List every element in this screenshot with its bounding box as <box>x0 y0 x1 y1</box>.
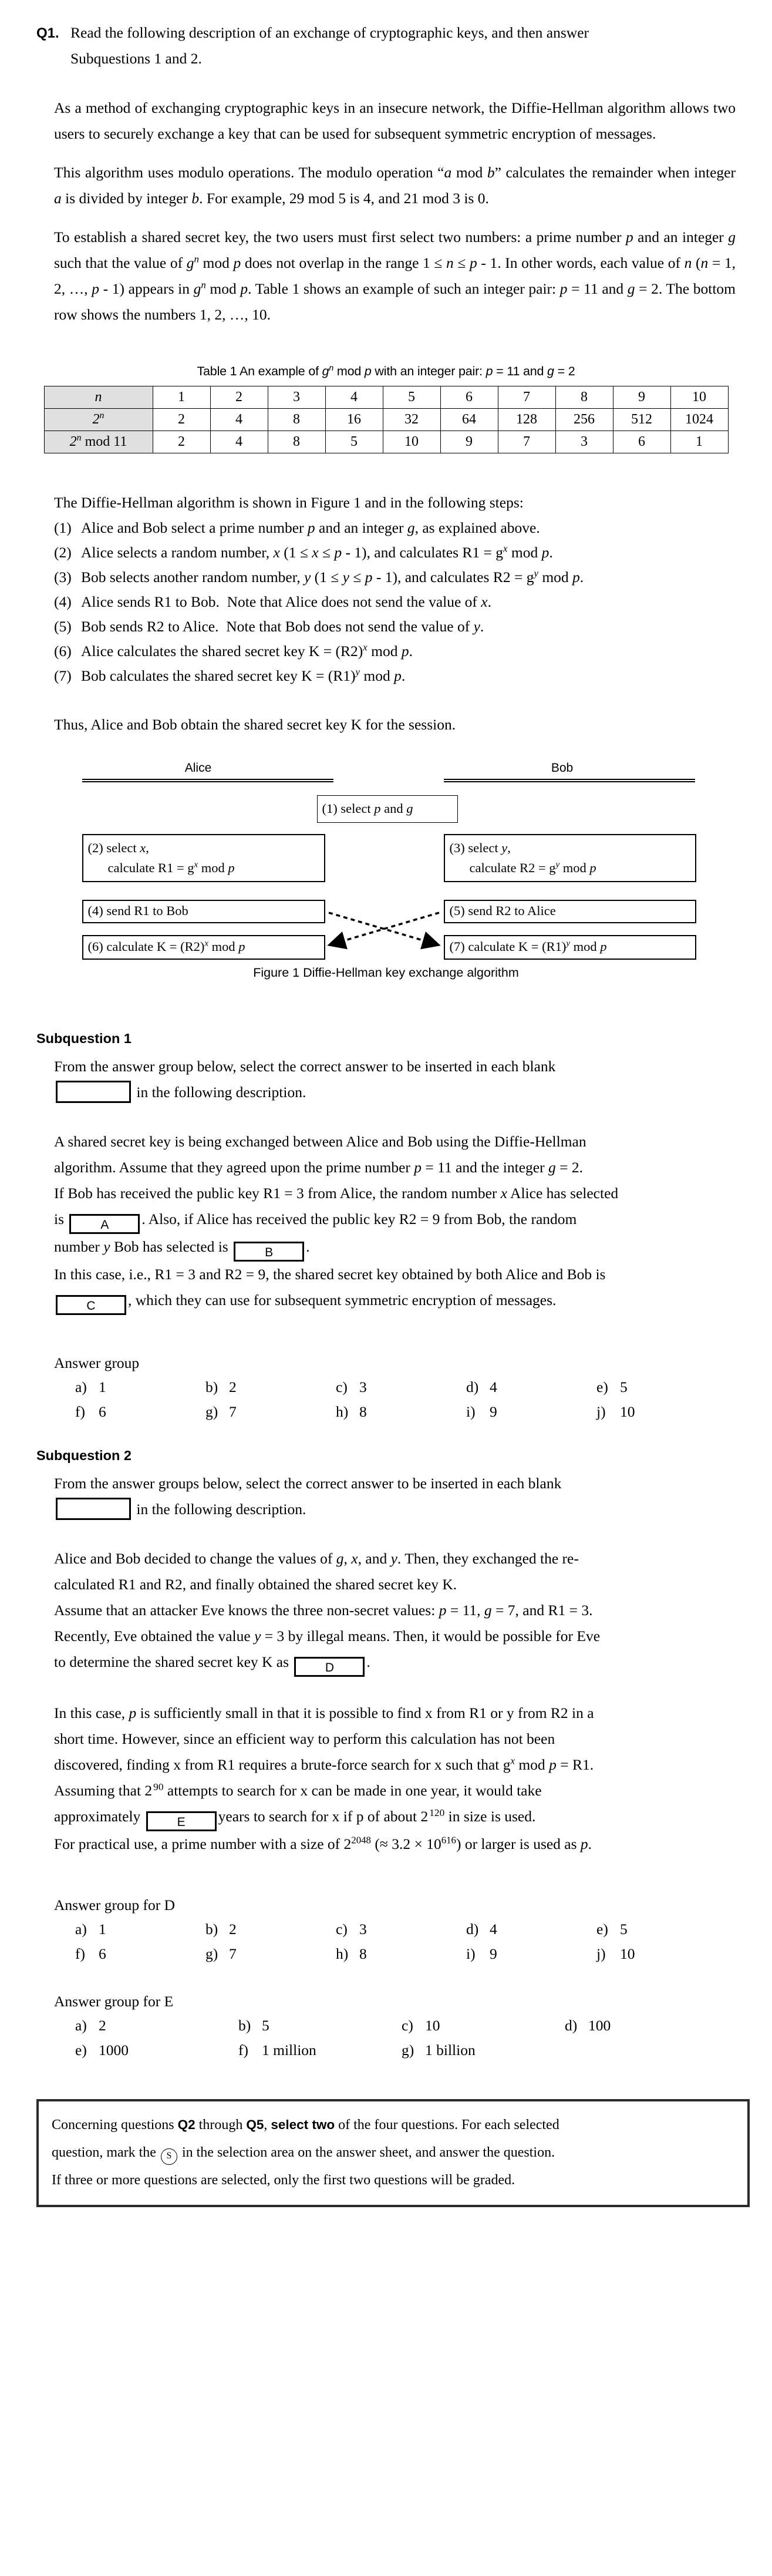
caption-mid: mod <box>333 364 365 378</box>
option-e-b-value: 5 <box>262 2017 269 2034</box>
option-e-d-value: 100 <box>588 2017 611 2034</box>
option-d-g-label: g) <box>205 1945 218 1962</box>
cell-mod-8: 3 <box>555 431 613 453</box>
option-d-e[interactable] <box>596 1917 727 1942</box>
table-row-n <box>44 386 728 409</box>
lane-label-alice: Alice <box>184 761 212 775</box>
option-d-d-value: 4 <box>490 1921 497 1938</box>
step-7-num: (7) <box>54 667 72 684</box>
option-d-a[interactable] <box>75 1917 205 1942</box>
option-e-b[interactable] <box>238 2013 402 2038</box>
cell-n-8: 8 <box>555 386 613 409</box>
var-p4: p <box>92 280 100 297</box>
row-header-2n: 2$^n$ <box>44 409 153 431</box>
option-e-c-label: c) <box>402 2017 413 2034</box>
exp-n2: n <box>201 279 206 291</box>
notice-l1-c: , <box>264 2117 271 2133</box>
option-e[interactable] <box>596 1375 727 1400</box>
question-prompt-line1: Read the following description of an exchange of cryptographic keys, and then answer <box>70 24 589 41</box>
row-header-n: n <box>44 386 153 409</box>
step-3-text: Bob selects another random number, y (1 ≤ y ≤ p - 1), and calculates $R2 = g^y$ mod p. <box>81 567 584 586</box>
option-d-d[interactable] <box>466 1917 596 1942</box>
option-d-j-label: j) <box>596 1945 606 1962</box>
subq1-l4-pre: is <box>54 1210 65 1228</box>
var-p2: p <box>233 254 241 271</box>
p2-seg-e: . For example, 29 mod 5 is 4, and 21 mod 3 is 0. <box>199 190 489 207</box>
option-d-a-label: a) <box>75 1921 87 1938</box>
option-h-label: h) <box>336 1403 349 1420</box>
option-e-f-value: 1 million <box>262 2042 316 2059</box>
caption-p: p <box>364 364 372 378</box>
p2-seg-b: mod <box>451 164 487 181</box>
p2-seg-c: ” calculates the remainder when integer <box>494 164 736 181</box>
figure-arrows <box>63 761 709 961</box>
option-b-label: b) <box>205 1378 218 1395</box>
question-prompt <box>70 20 687 72</box>
question-prompt-line2: Subquestions 1 and 2. <box>70 50 202 67</box>
option-e-a-value: 2 <box>99 2017 106 2034</box>
option-e-c[interactable] <box>402 2013 565 2038</box>
subq2-d-options-row-1 <box>54 1917 736 1942</box>
circled-s-icon: S <box>161 2148 177 2165</box>
notice-line-3: If three or more questions are selected, only the first two questions will be graded. <box>52 2173 515 2188</box>
subquestion-2-body <box>36 1471 736 2063</box>
notice-select-two: select two <box>271 2117 335 2132</box>
option-c-value: 3 <box>359 1378 367 1395</box>
option-f[interactable] <box>75 1400 205 1424</box>
option-b-value: 2 <box>229 1378 237 1395</box>
subq2-l5b-sup: 120 <box>429 1807 445 1818</box>
option-e-g-label: g) <box>402 2042 414 2059</box>
option-d-i-value: 9 <box>490 1945 497 1962</box>
subq2-l4-sup: 90 <box>153 1781 164 1793</box>
step-7 <box>54 664 736 688</box>
subq2-l5-pre: to determine the shared secret key K as <box>54 1653 289 1670</box>
option-a[interactable] <box>75 1375 205 1400</box>
subq2-p2-line1: In this case, p is sufficiently small in that it is possible to find x from R1 or y from R2 in a <box>54 1704 594 1721</box>
subq2-l4-mid: attempts to search for x can be made in one year, it would take <box>163 1782 542 1799</box>
caption-pre: Table 1 An example of <box>197 364 322 378</box>
option-e-d[interactable] <box>565 2013 728 2038</box>
subq1-desc-line6: In this case, i.e., R1 = 3 and R2 = 9, the shared secret key obtained by both Alice and Bob is <box>54 1266 606 1283</box>
caption-p2: p <box>486 364 493 378</box>
option-d-b[interactable] <box>205 1917 336 1942</box>
question-number: Q1. <box>36 25 59 41</box>
option-e-f-label: f) <box>238 2042 248 2059</box>
option-i-value: 9 <box>490 1403 497 1420</box>
intro-paragraph-3: To establish a shared secret key, the two users must first select two numbers: a prime number p and an integer g such that the value of $g^n$ mod p does not overlap in the range 1 ≤ n ≤ p - 1. In other words, each value of n (n = 1, 2, …, p - 1) appears in $g^n$ mod p. Table 1 shows an example of such an integer pair: p = 11 and g = 2. The bottom row shows the numbers 1, 2, …, 10. <box>54 228 736 323</box>
subq2-l5b-pre: approximately <box>54 1808 141 1825</box>
cell-mod-10: 1 <box>670 431 728 453</box>
step-1-num: (1) <box>54 519 72 536</box>
steps-closing: Thus, Alice and Bob obtain the shared secret key K for the session. <box>54 716 456 733</box>
subq2-instruction-line2 <box>54 1496 736 1522</box>
caption-n: n <box>329 363 334 373</box>
figure-box-1: (1) select p and g <box>317 795 458 823</box>
cell-mod-6: 9 <box>440 431 498 453</box>
cell-2n-7: 128 <box>498 409 555 431</box>
notice-l1-d: of the four questions. For each selected <box>335 2117 559 2133</box>
step-4-num: (4) <box>54 593 72 610</box>
option-i[interactable] <box>466 1400 596 1424</box>
step-6-num: (6) <box>54 643 72 660</box>
notice-box <box>36 2099 750 2207</box>
question-header <box>36 20 736 72</box>
cell-n-4: 4 <box>325 386 383 409</box>
subq1-desc-line5: number y Bob has selected is B . <box>54 1234 736 1262</box>
option-e-c-value: 10 <box>425 2017 440 2034</box>
subq2-l6-sup2: 616 <box>441 1834 456 1846</box>
subq2-instruction-tail: in the following description. <box>136 1501 306 1518</box>
blank-e[interactable]: E <box>146 1811 217 1831</box>
option-d-h-label: h) <box>336 1945 349 1962</box>
option-g-label: g) <box>205 1403 218 1420</box>
option-j[interactable] <box>596 1400 727 1424</box>
option-f-label: f) <box>75 1403 85 1420</box>
p2-seg-d: is divided by integer <box>61 190 192 207</box>
var-g3: g <box>193 280 201 297</box>
step-3-num: (3) <box>54 569 72 586</box>
option-e-a-label: a) <box>75 2017 87 2034</box>
p2-var-a2: a <box>54 190 62 207</box>
blank-d[interactable]: D <box>294 1657 365 1677</box>
notice-l1-b: through <box>195 2117 247 2133</box>
cell-n-2: 2 <box>210 386 268 409</box>
var-g4: g <box>627 280 635 297</box>
blank-c[interactable]: C <box>56 1295 126 1315</box>
caption-g2: g <box>547 364 554 378</box>
cell-2n-9: 512 <box>613 409 670 431</box>
step-4 <box>54 590 736 614</box>
cell-mod-7: 7 <box>498 431 555 453</box>
option-e-e-label: e) <box>75 2042 87 2059</box>
subquestion-2-title: Subquestion 2 <box>36 1448 132 1463</box>
cell-n-9: 9 <box>613 386 670 409</box>
step-6 <box>54 639 736 664</box>
subq1-instruction-line2 <box>54 1080 736 1105</box>
subquestion-1-body <box>36 1054 736 1424</box>
cell-n-3: 3 <box>268 386 325 409</box>
option-e-d-label: d) <box>565 2017 578 2034</box>
option-e-a[interactable] <box>75 2013 238 2038</box>
subq2-e-options-row-1 <box>54 2013 736 2038</box>
cell-2n-5: 32 <box>383 409 440 431</box>
option-d-i-label: i) <box>466 1945 476 1962</box>
option-e-label: e) <box>596 1378 608 1395</box>
step-2 <box>54 540 736 565</box>
exp-n: n <box>194 253 199 265</box>
intro-section <box>36 95 736 328</box>
figure-box-3: (3) select y, calculate $R2 = g^y$ mod p <box>444 834 696 882</box>
option-e-b-label: b) <box>238 2017 251 2034</box>
option-d-label: d) <box>466 1378 479 1395</box>
option-e-f[interactable] <box>238 2038 402 2063</box>
blank-placeholder-subq1[interactable] <box>56 1081 131 1103</box>
subq2-p1-line3: Assume that an attacker Eve knows the three non-secret values: p = 11, g = 7, and R1 = 3. <box>54 1602 593 1619</box>
cell-2n-4: 16 <box>325 409 383 431</box>
step-2-text: Alice selects a random number, x (1 ≤ x ≤ p - 1), and calculates $R1 = g^x$ mod p. <box>81 543 553 561</box>
step-6-text: Alice calculates the shared secret key $K = (R2)^x$ mod p. <box>81 641 413 660</box>
subq1-desc-line7 <box>54 1287 736 1315</box>
option-d-b-label: b) <box>205 1921 218 1938</box>
var-g2: g <box>186 254 194 271</box>
option-g[interactable] <box>205 1400 336 1424</box>
cell-n-6: 6 <box>440 386 498 409</box>
option-d-c-label: c) <box>336 1921 348 1938</box>
subq2-p2-line5 <box>54 1804 736 1831</box>
notice-q5: Q5 <box>246 2117 264 2132</box>
subq2-l6-sup1: 2048 <box>351 1834 371 1846</box>
cell-mod-5: 10 <box>383 431 440 453</box>
notice-l1-a: Concerning questions <box>52 2117 178 2133</box>
option-j-value: 10 <box>620 1403 635 1420</box>
option-d-j-value: 10 <box>620 1945 635 1962</box>
option-d-f[interactable] <box>75 1942 205 1966</box>
option-c[interactable] <box>336 1375 466 1400</box>
option-e-g[interactable] <box>402 2038 565 2063</box>
lane-label-bob: Bob <box>551 761 574 775</box>
row-header-2n-mod-11: 2$^n$ mod 11 <box>44 431 153 453</box>
cell-n-5: 5 <box>383 386 440 409</box>
option-d-f-value: 6 <box>99 1945 106 1962</box>
step-5-num: (5) <box>54 618 72 635</box>
subq2-p2-line3: discovered, finding x from R1 requires a brute-force search for x such that $g^x$ mod p = R1. <box>54 1755 594 1773</box>
option-d-h[interactable] <box>336 1942 466 1966</box>
cell-mod-4: 5 <box>325 431 383 453</box>
figure1 <box>63 761 709 961</box>
subq1-instruction-tail: in the following description. <box>136 1084 306 1101</box>
step-1-text: Alice and Bob select a prime number p and an integer g, as explained above. <box>81 519 540 536</box>
cell-2n-6: 64 <box>440 409 498 431</box>
var-n3: n <box>700 254 709 271</box>
var-p5: p <box>240 280 248 297</box>
p2-seg-a: This algorithm uses modulo operations. The modulo operation “ <box>54 164 444 181</box>
var-p6: p <box>559 280 568 297</box>
figure-box-5: (5) send R2 to Alice <box>444 900 696 923</box>
subq1-l5-post: . <box>306 1238 310 1255</box>
option-h[interactable] <box>336 1400 466 1424</box>
option-d[interactable] <box>466 1375 596 1400</box>
subq2-l6-b: (≈ 3.2 × 10 <box>370 1835 441 1852</box>
subq1-answer-group-title: Answer group <box>54 1354 140 1371</box>
cell-mod-9: 6 <box>613 431 670 453</box>
option-d-e-label: e) <box>596 1921 608 1938</box>
cell-n-1: 1 <box>153 386 210 409</box>
option-d-value: 4 <box>490 1378 497 1395</box>
figure-box-7: (7) calculate $K = (R1)^y$ mod p <box>444 935 696 960</box>
subq2-l5b-post-a: years to search for x if p of about 2 <box>218 1808 429 1825</box>
subq2-d-options-row-2 <box>54 1942 736 1966</box>
intro-paragraph-1: As a method of exchanging cryptographic keys in an insecure network, the Diffie-Hellman algorithm allows two users to securely exchange a key that can be used for subsequent symmetric encryption of messages. <box>54 99 736 142</box>
subq2-l6-c: ) or larger is used as p. <box>456 1835 592 1852</box>
subq2-l5b-post-b: in size is used. <box>444 1808 536 1825</box>
cell-2n-1: 2 <box>153 409 210 431</box>
option-d-e-value: 5 <box>620 1921 628 1938</box>
notice-q2: Q2 <box>177 2117 195 2132</box>
blank-a[interactable]: A <box>69 1214 140 1234</box>
option-e-g-value: 1 billion <box>425 2042 476 2059</box>
steps-section <box>36 490 736 738</box>
subq2-l5-post: . <box>366 1653 370 1670</box>
subq2-p2-line6 <box>54 1831 736 1857</box>
var-g: g <box>728 228 736 246</box>
var-p: p <box>625 228 633 246</box>
step-5 <box>54 614 736 639</box>
var-n: n <box>446 254 454 271</box>
option-d-j[interactable] <box>596 1942 727 1966</box>
intro-paragraph-2 <box>54 160 736 211</box>
option-e-e[interactable] <box>75 2038 238 2063</box>
subq2-p2-line4 <box>54 1778 736 1804</box>
option-b[interactable] <box>205 1375 336 1400</box>
figure-box-4: (4) send R1 to Bob <box>82 900 325 923</box>
subq1-options-row-2 <box>54 1400 736 1424</box>
option-d-g[interactable] <box>205 1942 336 1966</box>
notice-l2-a: question, mark the <box>52 2145 160 2160</box>
step-3 <box>54 565 736 590</box>
notice-line-2 <box>52 2139 734 2167</box>
subq2-p2-line2: short time. However, since an efficient way to perform this calculation has not been <box>54 1730 555 1747</box>
var-p3: p <box>470 254 477 271</box>
notice-l2-b: in the selection area on the answer sheet, and answer the question. <box>178 2145 555 2160</box>
subq2-p1-line4: Recently, Eve obtained the value y = 3 by illegal means. Then, it would be possible for Eve <box>54 1627 601 1645</box>
p2-var-a1: a <box>444 164 452 181</box>
step-4-text: Alice sends R1 to Bob. Note that Alice does not send the value of x. <box>81 593 491 610</box>
option-j-label: j) <box>596 1403 606 1420</box>
p2-var-b2: b <box>191 190 200 207</box>
subq2-l4-pre: Assuming that 2 <box>54 1782 153 1799</box>
step-5-text: Bob sends R2 to Alice. Note that Bob does not send the value of y. <box>81 618 484 635</box>
subq2-p1-line5 <box>54 1649 736 1677</box>
figure1-caption: Figure 1 Diffie-Hellman key exchange algorithm <box>253 966 519 980</box>
step-7-text: Bob calculates the shared secret key $K = (R1)^y$ mod p. <box>81 666 406 684</box>
figure-box-6: (6) calculate $K = (R2)^x$ mod p <box>82 935 325 960</box>
subq1-l4-post: . Also, if Alice has received the public key R2 = 9 from Bob, the random <box>141 1210 577 1228</box>
step-1 <box>54 516 736 540</box>
cell-2n-3: 8 <box>268 409 325 431</box>
option-c-label: c) <box>336 1378 348 1395</box>
caption-eq1: = 11 and <box>493 364 548 378</box>
blank-b[interactable]: B <box>234 1242 304 1262</box>
steps-lead: The Diffie-Hellman algorithm is shown in Figure 1 and in the following steps: <box>54 494 524 511</box>
subq2-answer-group-e-title: Answer group for E <box>54 1993 174 2010</box>
caption-g: g <box>322 364 329 378</box>
subq2-answer-group-d-title: Answer group for D <box>54 1896 176 1913</box>
table1-caption <box>36 364 736 379</box>
option-i-label: i) <box>466 1403 476 1420</box>
option-d-d-label: d) <box>466 1921 479 1938</box>
subq2-p1-line1: Alice and Bob decided to change the values of g, x, and y. Then, they exchanged the re- <box>54 1550 579 1567</box>
option-d-f-label: f) <box>75 1945 85 1962</box>
cell-mod-2: 4 <box>210 431 268 453</box>
cell-n-7: 7 <box>498 386 555 409</box>
subq1-l7-post: , which they can use for subsequent symmetric encryption of messages. <box>128 1292 557 1309</box>
subq1-desc-line4 <box>54 1206 736 1234</box>
option-d-b-value: 2 <box>229 1921 237 1938</box>
option-e-value: 5 <box>620 1378 628 1395</box>
table1 <box>44 386 729 453</box>
option-d-c[interactable] <box>336 1917 466 1942</box>
cell-2n-8: 256 <box>555 409 613 431</box>
option-a-label: a) <box>75 1378 87 1395</box>
option-d-c-value: 3 <box>359 1921 367 1938</box>
subq1-instruction-line1: From the answer group below, select the correct answer to be inserted in each blank <box>54 1058 556 1075</box>
table-row-2n <box>44 409 728 431</box>
subq2-p1-line2: calculated R1 and R2, and finally obtained the shared secret key K. <box>54 1576 457 1593</box>
option-f-value: 6 <box>99 1403 106 1420</box>
cell-2n-10: 1024 <box>670 409 728 431</box>
caption-eq2: = 2 <box>554 364 575 378</box>
cell-mod-1: 2 <box>153 431 210 453</box>
option-d-g-value: 7 <box>229 1945 237 1962</box>
subq1-desc-line2: algorithm. Assume that they agreed upon the prime number p = 11 and the integer g = 2. <box>54 1159 583 1176</box>
blank-placeholder-subq2[interactable] <box>56 1498 131 1520</box>
subq2-e-options-row-2 <box>54 2038 736 2063</box>
subq2-l6-a: For practical use, a prime number with a size of 2 <box>54 1835 352 1852</box>
subq1-desc-line1: A shared secret key is being exchanged between Alice and Bob using the Diffie-Hellman <box>54 1133 586 1150</box>
cell-2n-2: 4 <box>210 409 268 431</box>
var-n2: n <box>684 254 692 271</box>
figure-box-2: (2) select x, calculate $R1 = g^x$ mod p <box>82 834 325 882</box>
option-d-h-value: 8 <box>359 1945 367 1962</box>
p2-var-b1: b <box>487 164 495 181</box>
subquestion-1-title: Subquestion 1 <box>36 1031 132 1046</box>
option-e-e-value: 1000 <box>99 2042 129 2059</box>
caption-post: with an integer pair: <box>371 364 486 378</box>
step-2-num: (2) <box>54 544 72 561</box>
option-d-a-value: 1 <box>99 1921 106 1938</box>
subq1-options-row-1 <box>54 1375 736 1400</box>
subq1-desc-line3: If Bob has received the public key R1 = 3 from Alice, the random number x Alice has selected <box>54 1185 619 1202</box>
option-d-i[interactable] <box>466 1942 596 1966</box>
option-g-value: 7 <box>229 1403 237 1420</box>
option-h-value: 8 <box>359 1403 367 1420</box>
option-a-value: 1 <box>99 1378 106 1395</box>
table-row-2n-mod-11 <box>44 431 728 453</box>
cell-n-10: 10 <box>670 386 728 409</box>
notice-line-1 <box>52 2111 734 2139</box>
cell-mod-3: 8 <box>268 431 325 453</box>
subq2-instruction-line1: From the answer groups below, select the correct answer to be inserted in each blank <box>54 1475 562 1492</box>
